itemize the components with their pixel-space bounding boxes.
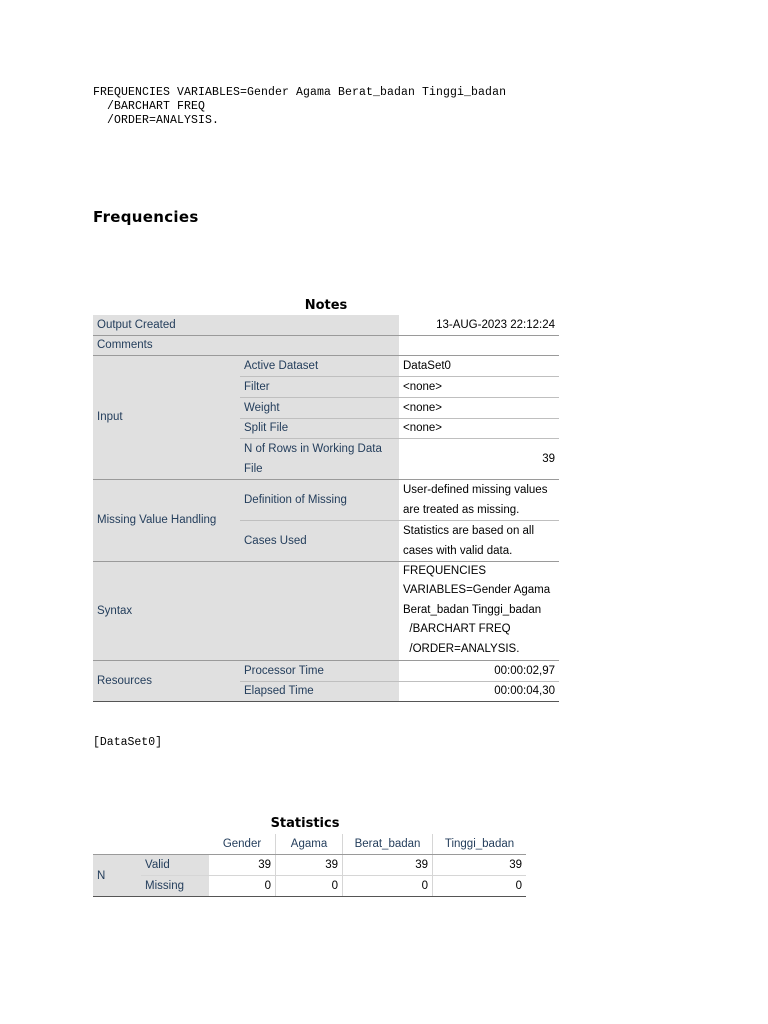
active-dataset-value: DataSet0 bbox=[399, 355, 559, 376]
column-header: Gender bbox=[209, 834, 276, 855]
n-rows-value: 39 bbox=[399, 438, 559, 479]
definition-missing-value: User-defined missing values are treated as missing. bbox=[399, 479, 559, 520]
processor-time-value: 00:00:02,97 bbox=[399, 660, 559, 681]
frequencies-heading: Frequencies bbox=[93, 208, 199, 226]
stat-value: 39 bbox=[209, 855, 276, 876]
weight-label: Weight bbox=[240, 397, 399, 418]
stat-value: 39 bbox=[433, 855, 527, 876]
output-created-value: 13-AUG-2023 22:12:24 bbox=[399, 315, 559, 335]
stat-value: 39 bbox=[343, 855, 433, 876]
stat-value: 0 bbox=[433, 876, 527, 897]
resources-label: Resources bbox=[93, 660, 240, 701]
syntax-value-line: /ORDER=ANALYSIS. bbox=[403, 642, 520, 655]
statistics-title: Statistics bbox=[270, 816, 340, 831]
syntax-value-line: VARIABLES=Gender Agama bbox=[403, 584, 551, 597]
stat-value: 0 bbox=[209, 876, 276, 897]
row-label: Valid bbox=[141, 855, 209, 876]
syntax-line: /ORDER=ANALYSIS. bbox=[93, 114, 220, 127]
missing-handling-label: Missing Value Handling bbox=[93, 479, 240, 561]
row-label: Missing bbox=[141, 876, 209, 897]
row-group-label: N bbox=[93, 855, 141, 897]
notes-table bbox=[93, 315, 559, 702]
elapsed-time-value: 00:00:04,30 bbox=[399, 681, 559, 701]
statistics-table bbox=[93, 834, 526, 897]
column-header: Tinggi_badan bbox=[433, 834, 527, 855]
syntax-value bbox=[399, 561, 559, 660]
dataset-tag: [DataSet0] bbox=[93, 736, 163, 749]
syntax-label: Syntax bbox=[93, 561, 399, 660]
input-label: Input bbox=[93, 355, 240, 479]
filter-value: <none> bbox=[399, 376, 559, 397]
stat-value: 39 bbox=[276, 855, 343, 876]
elapsed-time-label: Elapsed Time bbox=[240, 681, 399, 701]
stat-value: 0 bbox=[343, 876, 433, 897]
comments-value bbox=[399, 335, 559, 355]
split-file-value: <none> bbox=[399, 418, 559, 438]
definition-missing-label: Definition of Missing bbox=[240, 479, 399, 520]
stats-corner bbox=[93, 834, 141, 855]
notes-title: Notes bbox=[304, 298, 348, 313]
syntax-value-line: Berat_badan Tinggi_badan bbox=[403, 603, 542, 616]
weight-value: <none> bbox=[399, 397, 559, 418]
cases-used-value: Statistics are based on all cases with valid data. bbox=[399, 520, 559, 561]
split-file-label: Split File bbox=[240, 418, 399, 438]
n-rows-label: N of Rows in Working Data File bbox=[240, 438, 399, 479]
filter-label: Filter bbox=[240, 376, 399, 397]
stats-corner bbox=[141, 834, 209, 855]
comments-label: Comments bbox=[93, 335, 399, 355]
active-dataset-label: Active Dataset bbox=[240, 355, 399, 376]
column-header: Agama bbox=[276, 834, 343, 855]
stat-value: 0 bbox=[276, 876, 343, 897]
cases-used-label: Cases Used bbox=[240, 520, 399, 561]
syntax-value-line: FREQUENCIES bbox=[403, 564, 487, 577]
processor-time-label: Processor Time bbox=[240, 660, 399, 681]
output-created-label: Output Created bbox=[93, 315, 399, 335]
column-header: Berat_badan bbox=[343, 834, 433, 855]
syntax-block bbox=[93, 86, 506, 128]
syntax-line: FREQUENCIES VARIABLES=Gender Agama Berat_badan Tinggi_badan bbox=[93, 86, 507, 99]
syntax-value-line: /BARCHART FREQ bbox=[403, 623, 511, 636]
syntax-line: /BARCHART FREQ bbox=[93, 100, 206, 113]
